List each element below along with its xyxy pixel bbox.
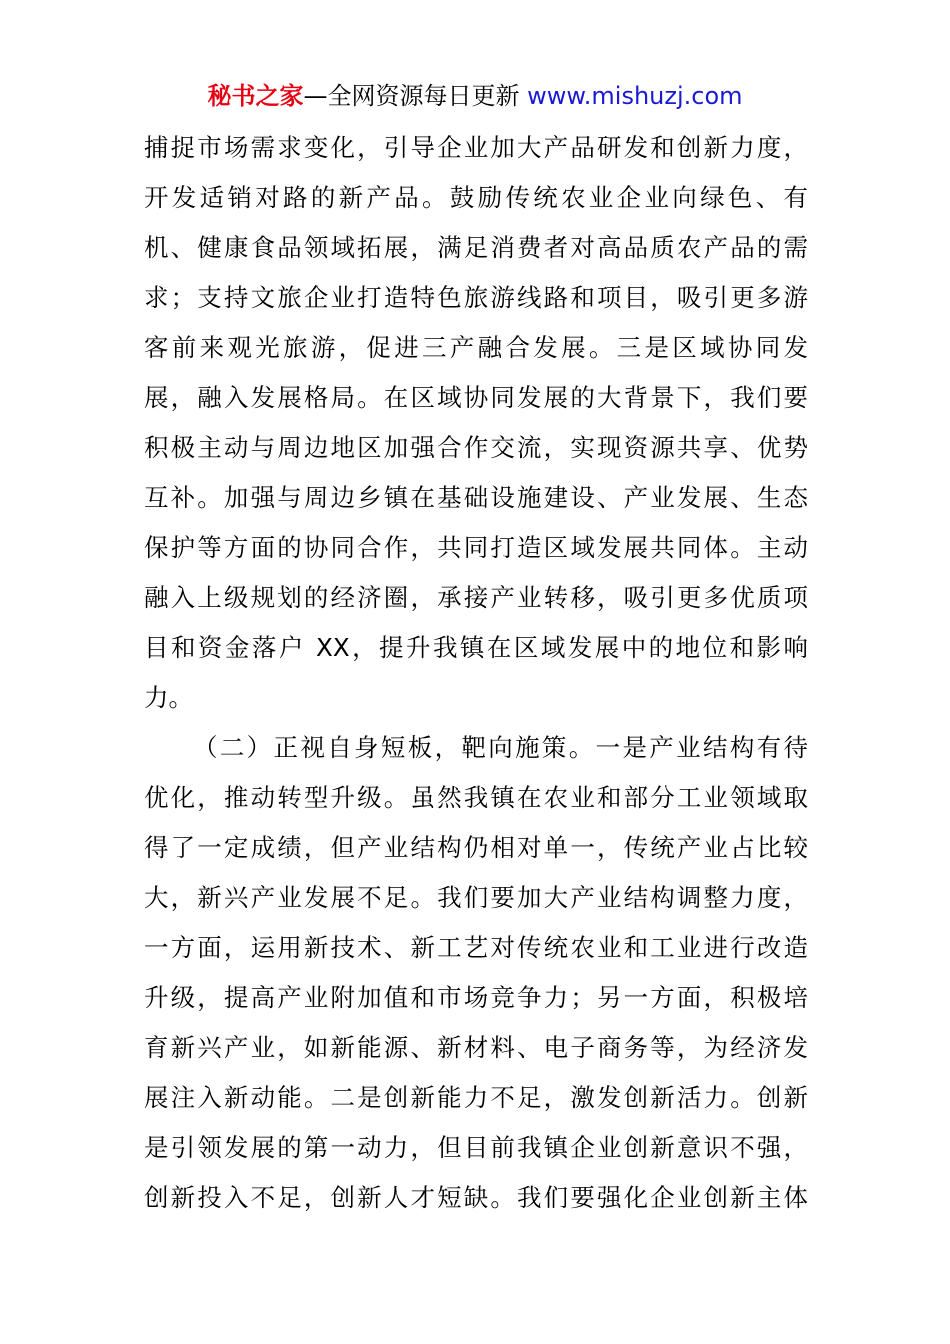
text-line: 优化，推动转型升级。虽然我镇在农业和部分工业领域取 — [144, 783, 808, 812]
text-line: 大，新兴产业发展不足。我们要加大产业结构调整力度， — [144, 883, 808, 912]
text-line: 客前来观光旅游，促进三产融合发展。三是区域协同发 — [144, 333, 808, 362]
document-body — [144, 123, 808, 1223]
text-line: 互补。加强与周边乡镇在基础设施建设、产业发展、生态 — [144, 483, 808, 512]
text-line: 展注入新动能。二是创新能力不足，激发创新活力。创新 — [144, 1083, 808, 1112]
site-url-link[interactable]: www.mishuzj.com — [519, 82, 743, 110]
text-line: 开发适销对路的新产品。鼓励传统农业企业向绿色、有 — [144, 183, 808, 212]
text-line: 保护等方面的协同合作，共同打造区域发展共同体。主动 — [144, 533, 808, 562]
text-line: 求；支持文旅企业打造特色旅游线路和项目，吸引更多游 — [144, 283, 808, 312]
text-line: 一方面，运用新技术、新工艺对传统农业和工业进行改造 — [144, 933, 808, 962]
text-line: 捕捉市场需求变化，引导企业加大产品研发和创新力度， — [144, 133, 808, 162]
text-line: 创新投入不足，创新人才短缺。我们要强化企业创新主体 — [144, 1183, 808, 1212]
brand-name: 秘书之家 — [207, 82, 304, 110]
text-line: 机、健康食品领域拓展，满足消费者对高品质农产品的需 — [144, 233, 808, 262]
text-line: 升级，提高产业附加值和市场竞争力；另一方面，积极培 — [144, 983, 808, 1012]
text-line: 力。 — [144, 683, 193, 712]
text-line: 展，融入发展格局。在区域协同发展的大背景下，我们要 — [144, 383, 808, 412]
text-line: （二）正视自身短板，靶向施策。一是产业结构有待 — [193, 733, 808, 762]
text-line: 育新兴产业，如新能源、新材料、电子商务等，为经济发 — [144, 1033, 808, 1062]
site-header — [0, 80, 950, 112]
text-line: 积极主动与周边地区加强合作交流，实现资源共享、优势 — [144, 433, 808, 462]
text-line: 是引领发展的第一动力，但目前我镇企业创新意识不强， — [144, 1133, 808, 1162]
paragraph-2 — [144, 723, 808, 1223]
paragraph-1 — [144, 123, 808, 723]
text-line: 融入上级规划的经济圈，承接产业转移，吸引更多优质项 — [144, 583, 808, 612]
text-line: 得了一定成绩，但产业结构仍相对单一，传统产业占比较 — [144, 833, 808, 862]
header-tagline: —全网资源每日更新 — [303, 82, 520, 110]
text-line: 目和资金落户 XX，提升我镇在区域发展中的地位和影响 — [144, 633, 808, 662]
